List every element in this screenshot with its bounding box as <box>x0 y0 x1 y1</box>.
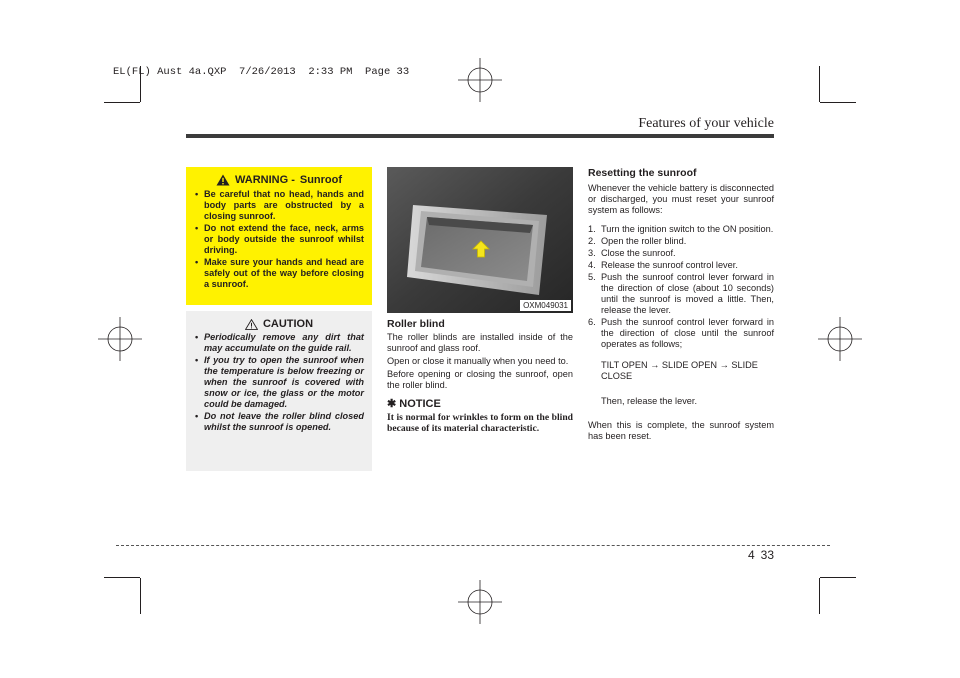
crop-mark <box>140 578 141 614</box>
crop-mark <box>104 577 140 578</box>
figure-code: OXM049031 <box>520 300 571 311</box>
roller-blind-paragraph: Open or close it manually when you need to. <box>387 356 569 366</box>
warning-triangle-icon <box>216 174 230 186</box>
warning-item: • Make sure your hands and head are safely out of the way before closing a sunroof. <box>194 257 364 290</box>
page-number-value: 33 <box>760 548 774 562</box>
page-number <box>748 548 774 562</box>
notice-text: It is normal for wrinkles to form on the blind because of its material characteristic. <box>387 412 573 434</box>
reset-intro: Whenever the vehicle battery is disconnected or discharged, you must reset your sunroof system as follows: <box>588 183 774 215</box>
reset-sunroof-section <box>588 167 774 442</box>
section-header-title: Features of your vehicle <box>638 116 774 131</box>
warning-item: • Be careful that no head, hands and body parts are obstructed by a closing sunroof. <box>194 189 364 222</box>
reset-step: 2. Open the roller blind. <box>588 236 687 246</box>
notice-title: ✱ NOTICE <box>387 398 441 410</box>
header-rule <box>186 134 774 138</box>
caution-item: • If you try to open the sunroof when the temperature is below freezing or when the sunroof is covered with snow or ice, the glass or the motor could be damaged. <box>194 355 364 410</box>
caution-item: • Do not leave the roller blind closed whilst the sunroof is opened. <box>194 411 364 433</box>
reset-steps-list <box>588 224 774 350</box>
up-arrow-icon <box>472 240 490 258</box>
registration-mark-bottom <box>458 580 502 624</box>
reset-release: Then, release the lever. <box>601 396 698 406</box>
crop-mark <box>820 577 856 578</box>
warning-box <box>186 167 372 305</box>
roller-blind-section <box>387 318 573 434</box>
reset-step: 3. Close the sunroof. <box>588 248 676 258</box>
roller-blind-paragraph: Before opening or closing the sunroof, open the roller blind. <box>387 369 573 390</box>
reset-conclusion: When this is complete, the sunroof system has been reset. <box>588 420 774 441</box>
warning-item: • Do not extend the face, neck, arms or body outside the sunroof whilst driving. <box>194 223 364 256</box>
reset-step: 1. Turn the ignition switch to the ON position. <box>588 224 774 234</box>
reset-step: 5. Push the sunroof control lever forward in the direction of close (about 10 seconds) until the sunroof is moved a little. Then, release the lever. <box>588 272 774 315</box>
print-slug: EL(FL) Aust 4a.QXP 7/26/2013 2:33 PM Page 33 <box>113 66 410 78</box>
warning-heading <box>194 174 364 186</box>
caution-box <box>186 311 372 471</box>
reset-step: 6. Push the sunroof control lever forward in the direction of close until the sunroof operates as follows; <box>588 317 774 349</box>
chapter-number: 4 <box>747 548 755 562</box>
caution-item: • Periodically remove any dirt that may accumulate on the guide rail. <box>194 332 364 354</box>
caution-label: CAUTION <box>262 318 314 330</box>
sunroof-photo <box>387 167 573 313</box>
registration-mark-right <box>818 317 862 361</box>
crop-mark <box>820 102 856 103</box>
warning-label: WARNING - <box>234 174 295 186</box>
crop-mark <box>819 66 820 102</box>
crop-mark <box>104 102 140 103</box>
footer-rule <box>116 545 830 546</box>
caution-heading <box>194 318 364 330</box>
reset-sequence: TILT OPEN → SLIDE OPEN → SLIDE CLOSE <box>601 360 758 381</box>
warning-subject: Sunroof <box>299 174 343 186</box>
reset-title: Resetting the sunroof <box>588 167 697 179</box>
registration-mark-top <box>458 58 502 102</box>
reset-step: 4. Release the sunroof control lever. <box>588 260 738 270</box>
caution-triangle-icon <box>245 319 258 330</box>
crop-mark <box>819 578 820 614</box>
registration-mark-left <box>98 317 142 361</box>
roller-blind-title: Roller blind <box>387 318 445 330</box>
roller-blind-paragraph: The roller blinds are installed inside of the sunroof and glass roof. <box>387 332 573 353</box>
